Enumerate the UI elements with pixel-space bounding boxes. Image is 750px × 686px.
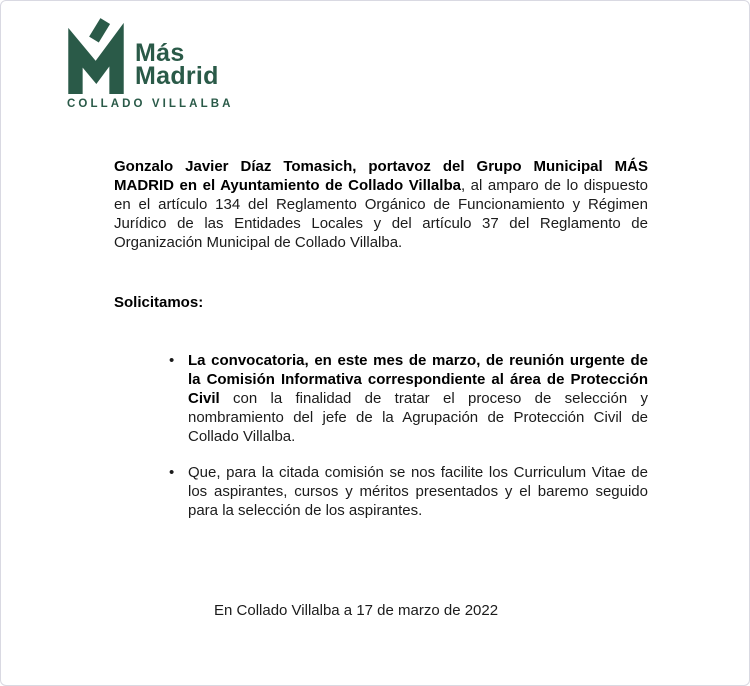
bullet-marker: •	[169, 464, 175, 481]
intro-regular-text: , al amparo de lo dispuesto en el artículo 134 del Reglamento Orgánico de Funcionamiento y Régimen Jurídico de las Entidades Locales y del artículo 37 del Reglamento de Organización Municipal de Collado Villalba.	[114, 177, 648, 251]
intro-bold-text: Gonzalo Javier Díaz Tomasich, portavoz del Grupo Municipal MÁS MADRID en el Ayuntamiento de Collado Villalba	[114, 158, 648, 194]
bullet-regular-text: Que, para la citada comisión se nos facilite los Curriculum Vitae de los aspirantes, cursos y méritos presentados y el baremo seguido para la selección de los aspirantes.	[188, 464, 648, 519]
bullet-text	[188, 351, 648, 446]
list-item	[169, 351, 648, 446]
logo-wordmark	[135, 39, 219, 90]
bullet-regular-text: con la finalidad de tratar el proceso de selección y nombramiento del jefe de la Agrupación de Protección Civil de Collado Villalba.	[188, 390, 648, 445]
logo-subtitle: COLLADO VILLALBA	[67, 98, 234, 110]
logo-wordmark-line1: Más	[135, 39, 185, 67]
logo-wordmark-line2: Madrid	[135, 62, 219, 90]
request-heading: Solicitamos:	[114, 294, 204, 311]
mas-madrid-logo	[67, 18, 234, 110]
list-item	[169, 463, 648, 520]
dateline: En Collado Villalba a 17 de marzo de 2022	[214, 602, 499, 619]
bullet-marker: •	[169, 352, 175, 369]
bullet-bold-text: La convocatoria, en este mes de marzo, de reunión urgente de la Comisión Informativa correspondiente al área de Protección Civil	[188, 352, 648, 407]
intro-paragraph	[114, 157, 648, 252]
letter-body	[114, 157, 648, 620]
mas-madrid-m-icon	[67, 18, 125, 94]
bullet-text	[188, 463, 648, 520]
request-list	[114, 351, 648, 520]
logo-row	[67, 18, 234, 94]
